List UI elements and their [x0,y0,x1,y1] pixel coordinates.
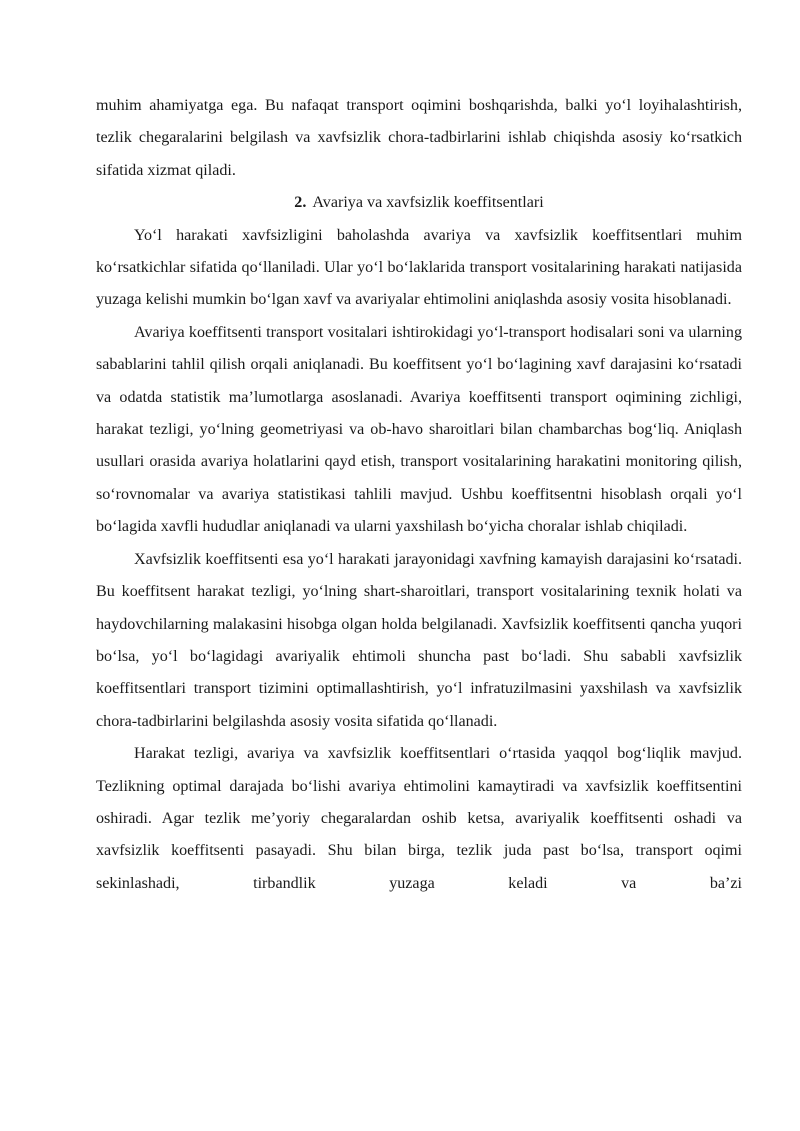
section-number: 2. [294,194,307,212]
body-paragraph: Xavfsizlik koeffitsenti esa yo‘l harakati jarayonidagi xavfning kamayish darajasini ko‘rsatadi. Bu koeffitsent harakat tezligi, yo‘lning shart-sharoitlari, transport vositalarining texnik holati va haydovchilarning malakasini hisobga olgan holda belgilanadi. Xavfsizlik koeffitsenti qancha yuqori bo‘lsa, yo‘l bo‘lagidagi avariyalik ehtimoli shuncha past bo‘ladi. Shu sababli xavfsizlik koeffitsentlari transport tizimini optimallashtirish, yo‘l infratuzilmasini yaxshilash va xavfsizlik chora-tadbirlarini belgilashda asosiy vosita sifatida qo‘llanadi. [96,550,742,730]
body-paragraph: Yo‘l harakati xavfsizligini baholashda avariya va xavfsizlik koeffitsentlari muhim ko‘rsatkichlar sifatida qo‘llaniladi. Ular yo‘l bo‘laklarida transport vositalarining harakati natijasida yuzaga kelishi mumkin bo‘lgan xavf va avariyalar ehtimolini aniqlashda asosiy vosita hisoblanadi. [96,226,742,309]
body-paragraph: Avariya koeffitsenti transport vositalari ishtirokidagi yo‘l-transport hodisalari soni va ularning sabablarini tahlil qilish orqali aniqlanadi. Bu koeffitsent yo‘l bo‘lagining xavf darajasini ko‘rsatadi va odatda statistik ma’lumotlarga asoslanadi. Avariya koeffitsenti transport oqimining zichligi, harakat tezligi, yo‘lning geometriyasi va ob-havo sharoitlari bilan chambarchas bog‘liq. Aniqlash usullari orasida avariya holatlarini qayd etish, transport vositalarining harakatini monitoring qilish, so‘rovnomalar va avariya statistikasi tahlili mavjud. Ushbu koeffitsentni hisoblash orqali yo‘l bo‘lagida xavfli hududlar aniqlanadi va ularni yaxshilash bo‘yicha choralar ishlab chiqiladi. [96,323,742,536]
document-page [96,90,742,900]
section-title: Avariya va xavfsizlik koeffitsentlari [312,194,544,212]
section-heading [96,187,742,219]
body-paragraph: Harakat tezligi, avariya va xavfsizlik koeffitsentlari o‘rtasida yaqqol bog‘liqlik mavjud. Tezlikning optimal darajada bo‘lishi avariya ehtimolini kamaytiradi va xavfsizlik koeffitsentini oshiradi. Agar tezlik me’yoriy chegaralardan oshib ketsa, avariyalik koeffitsenti oshadi va xavfsizlik koeffitsenti pasayadi. Shu bilan birga, tezlik juda past bo‘lsa, transport oqimi sekinlashadi, tirbandlik yuzaga keladi va ba’zi [96,745,742,892]
intro-paragraph: muhim ahamiyatga ega. Bu nafaqat transport oqimini boshqarishda, balki yo‘l loyihalashtirish, tezlik chegaralarini belgilash va xavfsizlik chora-tadbirlarini ishlab chiqishda asosiy ko‘rsatkich sifatida xizmat qiladi. [96,97,742,179]
